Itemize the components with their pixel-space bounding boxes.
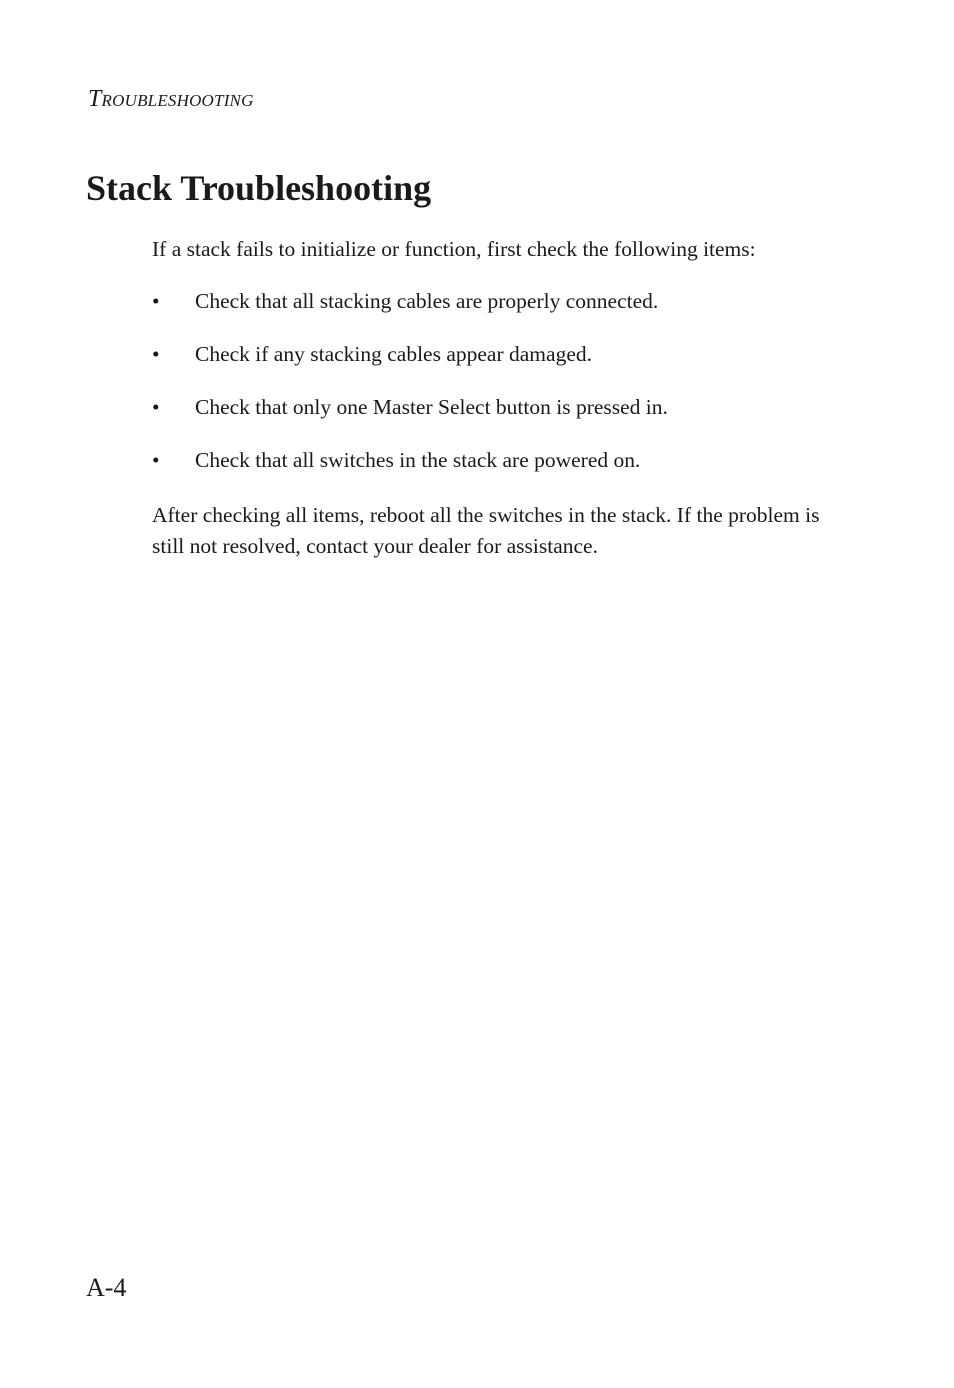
list-item	[152, 392, 668, 423]
list-item-text: Check that only one Master Select button is pressed in.	[195, 395, 668, 419]
closing-paragraph: After checking all items, reboot all the switches in the stack. If the problem is still not resolved, contact your dealer for assistance.	[152, 503, 820, 558]
list-item	[152, 445, 668, 476]
list-item	[152, 339, 668, 370]
list-item-text: Check if any stacking cables appear damaged.	[195, 342, 592, 366]
bullet-icon: •	[152, 448, 160, 472]
list-item	[152, 286, 668, 317]
running-header: Troubleshooting	[88, 86, 254, 112]
list-item-text: Check that all stacking cables are properly connected.	[195, 289, 659, 313]
bullet-icon: •	[152, 395, 160, 419]
page-number: A-4	[86, 1273, 127, 1302]
bullet-icon: •	[152, 289, 160, 313]
intro-paragraph: If a stack fails to initialize or function, first check the following items:	[152, 237, 756, 261]
section-title: Stack Troubleshooting	[86, 168, 432, 208]
list-item-text: Check that all switches in the stack are powered on.	[195, 448, 641, 472]
checklist	[152, 286, 668, 498]
bullet-icon: •	[152, 342, 160, 366]
